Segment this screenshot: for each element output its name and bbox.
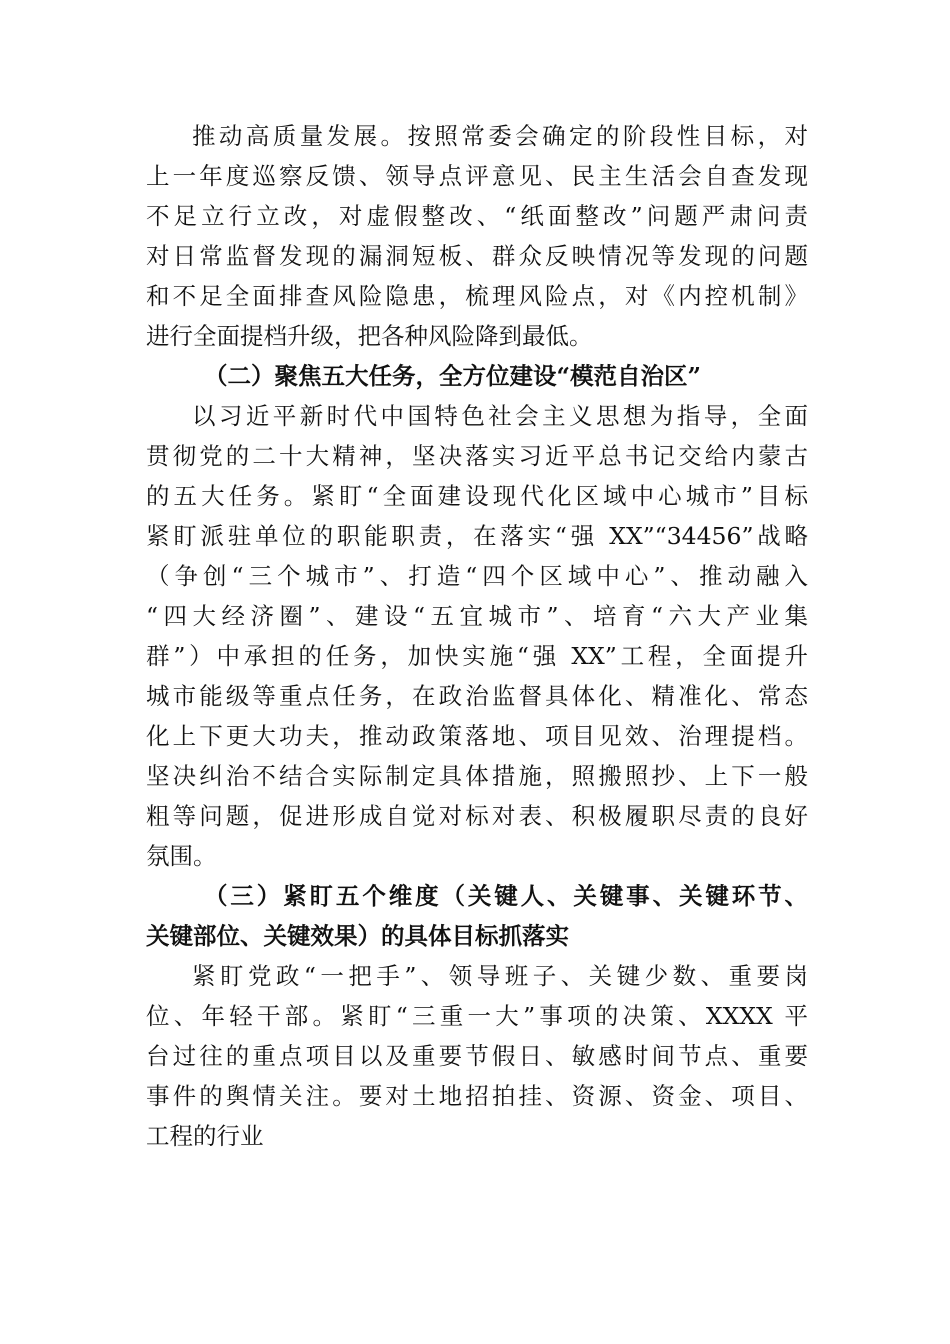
- paragraph-2: [146, 396, 808, 876]
- document-body: [146, 116, 808, 1156]
- section-heading-3: [146, 876, 808, 956]
- heading-line: （三）紧盯五个维度（关键人、关键事、关键环节、: [204, 882, 808, 910]
- text-line: 氛围。: [146, 842, 217, 870]
- text-line: 群”）中承担的任务，加快实施“强 XX”工程，全面提升: [146, 642, 808, 670]
- heading-line: （二）聚焦五大任务，全方位建设“模范自治区”: [204, 362, 702, 390]
- text-line: 紧盯党政“一把手”、领导班子、关键少数、重要岗: [192, 962, 808, 990]
- text-line: 台过往的重点项目以及重要节假日、敏感时间节点、重要: [146, 1042, 808, 1070]
- paragraph-3: [146, 956, 808, 1156]
- text-line: 位、年轻干部。紧盯“三重一大”事项的决策、XXXX 平: [146, 1002, 808, 1030]
- text-line: 对日常监督发现的漏洞短板、群众反映情况等发现的问题: [146, 242, 808, 270]
- paragraph-1: [146, 116, 808, 356]
- text-line: 和不足全面排查风险隐患，梳理风险点，对《内控机制》: [146, 282, 808, 310]
- text-line: 以习近平新时代中国特色社会主义思想为指导，全面: [192, 402, 808, 430]
- text-line: 粗等问题，促进形成自觉对标对表、积极履职尽责的良好: [146, 802, 808, 830]
- text-line: 紧盯派驻单位的职能职责，在落实“强 XX”“34456”战略: [146, 522, 808, 550]
- text-line: 上一年度巡察反馈、领导点评意见、民主生活会自查发现: [146, 162, 808, 190]
- text-line: 贯彻党的二十大精神，坚决落实习近平总书记交给内蒙古: [146, 442, 808, 470]
- text-line: 工程的行业: [146, 1122, 264, 1150]
- text-line: 推动高质量发展。按照常委会确定的阶段性目标，对: [192, 122, 808, 150]
- heading-line: 关键部位、关键效果）的具体目标抓落实: [146, 922, 569, 950]
- text-line: 进行全面提档升级，把各种风险降到最低。: [146, 322, 593, 350]
- text-line: （争创“三个城市”、打造“四个区域中心”、推动融入: [146, 562, 808, 590]
- text-line: 城市能级等重点任务，在政治监督具体化、精准化、常态: [146, 682, 808, 710]
- text-line: 的五大任务。紧盯“全面建设现代化区域中心城市”目标: [146, 482, 808, 510]
- text-line: 化上下更大功夫，推动政策落地、项目见效、治理提档。: [146, 722, 808, 750]
- text-line: 坚决纠治不结合实际制定具体措施，照搬照抄、上下一般: [146, 762, 808, 790]
- text-line: 不足立行立改，对虚假整改、“纸面整改”问题严肃问责: [146, 202, 808, 230]
- text-line: 事件的舆情关注。要对土地招拍挂、资源、资金、项目、: [146, 1082, 808, 1110]
- section-heading-2: [146, 356, 808, 396]
- text-line: “四大经济圈”、建设“五宜城市”、培育“六大产业集: [146, 602, 808, 630]
